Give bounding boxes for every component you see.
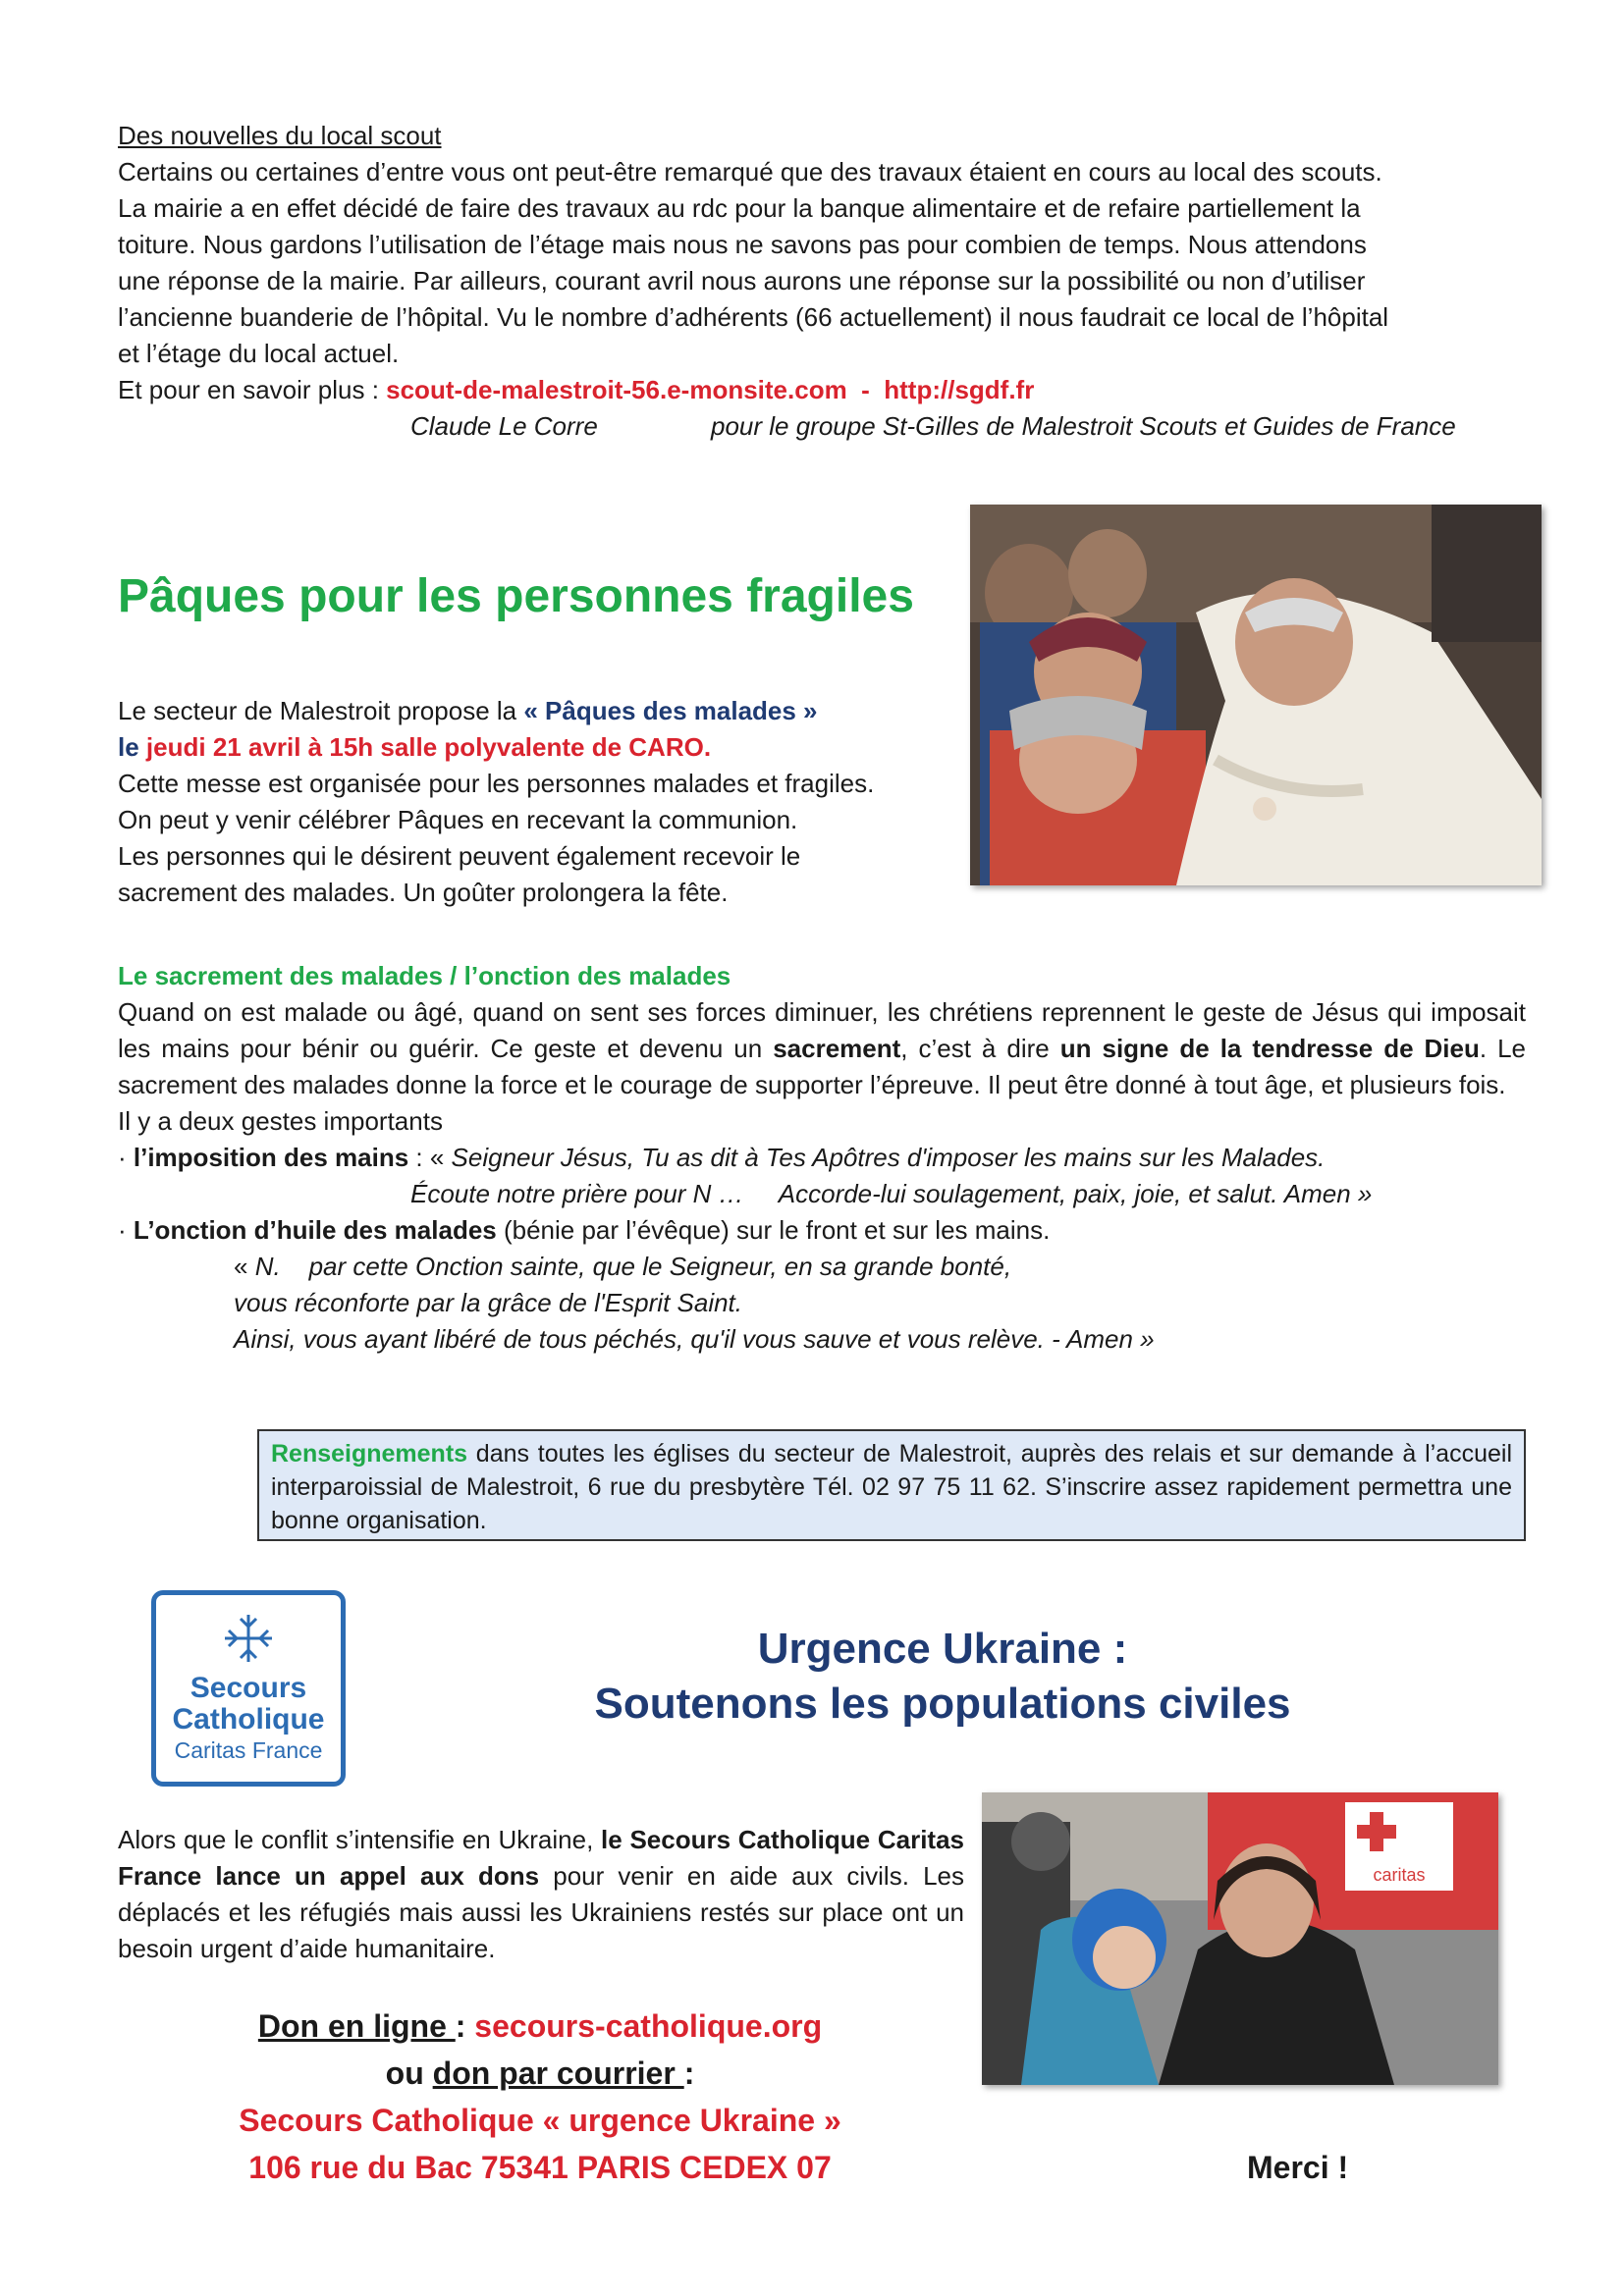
don-colon: : xyxy=(455,2008,475,2044)
priest-blessing-photo xyxy=(970,505,1542,885)
sacrement-text-1: Quand on est malade ou âgé, quand on sent ses forces diminuer, les chrétiens reprennent le geste de Jésus qui imposait les mains pour bénir ou guérir. Ce geste et devenu un xyxy=(118,997,1526,1063)
sacrement-text-2: , c’est à dire xyxy=(900,1034,1060,1063)
prayer-text-1: N. par cette Onction sainte, que le Seigneur, en sa grande bonté, xyxy=(254,1252,1012,1281)
prayer-line-3: Ainsi, vous ayant libéré de tous péchés, qu'il vous sauve et vous relève. - Amen » xyxy=(234,1324,1155,1354)
paques-line-1: Cette messe est organisée pour les personnes malades et fragiles. xyxy=(118,769,875,798)
courrier-colon: : xyxy=(683,2056,695,2091)
logo-line-1: Secours xyxy=(189,1672,307,1704)
sacrement-bold-2: un signe de la tendresse de Dieu xyxy=(1059,1034,1480,1063)
paques-title: Pâques pour les personnes fragiles xyxy=(118,570,914,622)
paques-line-4: sacrement des malades. Un goûter prolongera la fête. xyxy=(118,878,729,907)
geste-2 xyxy=(118,1212,1526,1249)
ukraine-title-2: Soutenons les populations civiles xyxy=(594,1680,1291,1728)
paques-date: jeudi 21 avril à 15h salle polyvalente de CARO. xyxy=(145,732,712,762)
don-en-ligne-label: Don en ligne xyxy=(257,2008,456,2044)
sacrement-paragraph xyxy=(118,994,1526,1103)
geste-2-title: L’onction d’huile des malades xyxy=(133,1215,497,1245)
scout-line-1: Certains ou certaines d’entre vous ont peut-être remarqué que des travaux étaient en cours au local des scouts. xyxy=(118,157,1382,187)
info-label: Renseignements xyxy=(271,1440,468,1468)
scout-line-3: toiture. Nous gardons l’utilisation de l’étage mais nous ne savons pas pour combien de temps. Nous attendons xyxy=(118,230,1367,259)
scout-heading: Des nouvelles du local scout xyxy=(118,121,442,150)
paques-intro-prefix: Le secteur de Malestroit propose la xyxy=(118,696,524,725)
donation-block xyxy=(196,2002,884,2191)
geste-1-quote-2: Écoute notre prière pour N … Accorde-lui soulagement, paix, joie, et salut. Amen » xyxy=(410,1179,1373,1208)
merci-text: Merci ! xyxy=(1247,2150,1349,2185)
paques-intro xyxy=(118,693,943,911)
address-line-1: Secours Catholique « urgence Ukraine » xyxy=(239,2103,841,2138)
scout-line-4: une réponse de la mairie. Par ailleurs, courant avril nous aurons une réponse sur la possibilité ou non d’utiliser xyxy=(118,266,1366,295)
address-line-2: 106 rue du Bac 75341 PARIS CEDEX 07 xyxy=(248,2150,832,2185)
scout-link-separator: - xyxy=(846,375,885,404)
don-en-ligne-line xyxy=(196,2002,884,2050)
sgdf-link[interactable]: http://sgdf.fr xyxy=(884,375,1035,404)
logo-line-3: Caritas France xyxy=(174,1737,323,1763)
sacrement-heading: Le sacrement des malades / l’onction des malades xyxy=(118,961,731,990)
prayer-line-2: vous réconforte par la grâce de l'Esprit Saint. xyxy=(234,1288,743,1317)
prayer-open: « xyxy=(234,1252,255,1281)
paques-date-prefix: le xyxy=(118,732,146,762)
geste-1-bullet: · xyxy=(118,1143,134,1172)
scout-author: Claude Le Corre xyxy=(410,411,598,441)
ukraine-title-1: Urgence Ukraine : xyxy=(757,1625,1128,1673)
info-box xyxy=(257,1429,1526,1541)
ukraine-p-rest: pour venir en aide aux civils. Les déplacés et les réfugiés mais aussi les Ukrainiens restés sur place ont un besoin urgent d’aide humanitaire. xyxy=(118,1861,964,1963)
courrier-label: don par courrier xyxy=(432,2056,684,2091)
scout-website-link[interactable]: scout-de-malestroit-56.e-monsite.com xyxy=(386,375,847,404)
paques-line-3: Les personnes qui le désirent peuvent également recevoir le xyxy=(118,841,801,871)
logo-line-2: Catholique xyxy=(172,1703,325,1735)
info-text: dans toutes les églises du secteur de Malestroit, auprès des relais et sur demande à l’accueil interparoissial de Malestroit, 6 rue du presbytère Tél. 02 97 75 11 62. S’inscrire assez rapidement permettra une bonne organisation. xyxy=(271,1440,1512,1534)
priest-blessing-image xyxy=(970,505,1542,885)
geste-1-quote-1: Seigneur Jésus, Tu as dit à Tes Apôtres d'imposer les mains sur les Malades. xyxy=(451,1143,1326,1172)
scout-group: pour le groupe St-Gilles de Malestroit Scouts et Guides de France xyxy=(711,411,1456,441)
ukraine-p-prefix: Alors que le conflit s’intensifie en Ukraine, xyxy=(118,1825,602,1854)
paques-event-name: « Pâques des malades » xyxy=(523,696,818,725)
geste-2-rest: (bénie par l’évêque) sur le front et sur les mains. xyxy=(496,1215,1051,1245)
don-website-link[interactable]: secours-catholique.org xyxy=(474,2008,823,2044)
geste-2-bullet: · xyxy=(118,1215,134,1245)
sacrement-text-3: . Le sacrement des malades donne la force et le courage de supporter l’épreuve. Il peut être donné à tout âge, et plusieurs fois. xyxy=(118,1034,1527,1099)
paques-date-line xyxy=(118,729,943,766)
sacrement-section xyxy=(118,958,1526,1358)
scout-section xyxy=(118,118,1532,408)
paques-intro-line xyxy=(118,693,943,729)
scout-line-6: et l’étage du local actuel. xyxy=(118,339,400,368)
caritas-banner-text: caritas xyxy=(1373,1865,1426,1885)
sacrement-bold-1: sacrement xyxy=(773,1034,901,1063)
secours-catholique-logo xyxy=(151,1590,346,1787)
paques-line-2: On peut y venir célébrer Pâques en recevant la communion. xyxy=(118,805,798,834)
scout-more-line xyxy=(118,372,1532,408)
prayer-line-1 xyxy=(118,1249,1526,1285)
scout-line-2: La mairie a en effet décidé de faire des travaux au rdc pour la banque alimentaire et de refaire partiellement la xyxy=(118,193,1361,223)
geste-1-sep: : « xyxy=(408,1143,452,1172)
ukraine-title xyxy=(511,1622,1375,1732)
scout-line-5: l’ancienne buanderie de l’hôpital. Vu le nombre d’adhérents (66 actuellement) il nous faudrait ce local de l’hôpital xyxy=(118,302,1389,332)
ukraine-paragraph xyxy=(118,1822,964,1967)
cross-logo-icon xyxy=(214,1609,283,1668)
geste-1 xyxy=(118,1140,1526,1176)
gestes-intro: Il y a deux gestes importants xyxy=(118,1106,443,1136)
scout-more-prefix: Et pour en savoir plus : xyxy=(118,375,387,404)
ou-text: ou xyxy=(385,2056,433,2091)
ukraine-refugees-image xyxy=(982,1792,1498,2085)
ukraine-p-bold: le Secours Catholique Caritas France lance un appel aux dons xyxy=(118,1825,964,1891)
geste-1-title: l’imposition des mains xyxy=(133,1143,409,1172)
courrier-line xyxy=(196,2050,884,2097)
ukraine-refugees-photo xyxy=(982,1792,1498,2085)
